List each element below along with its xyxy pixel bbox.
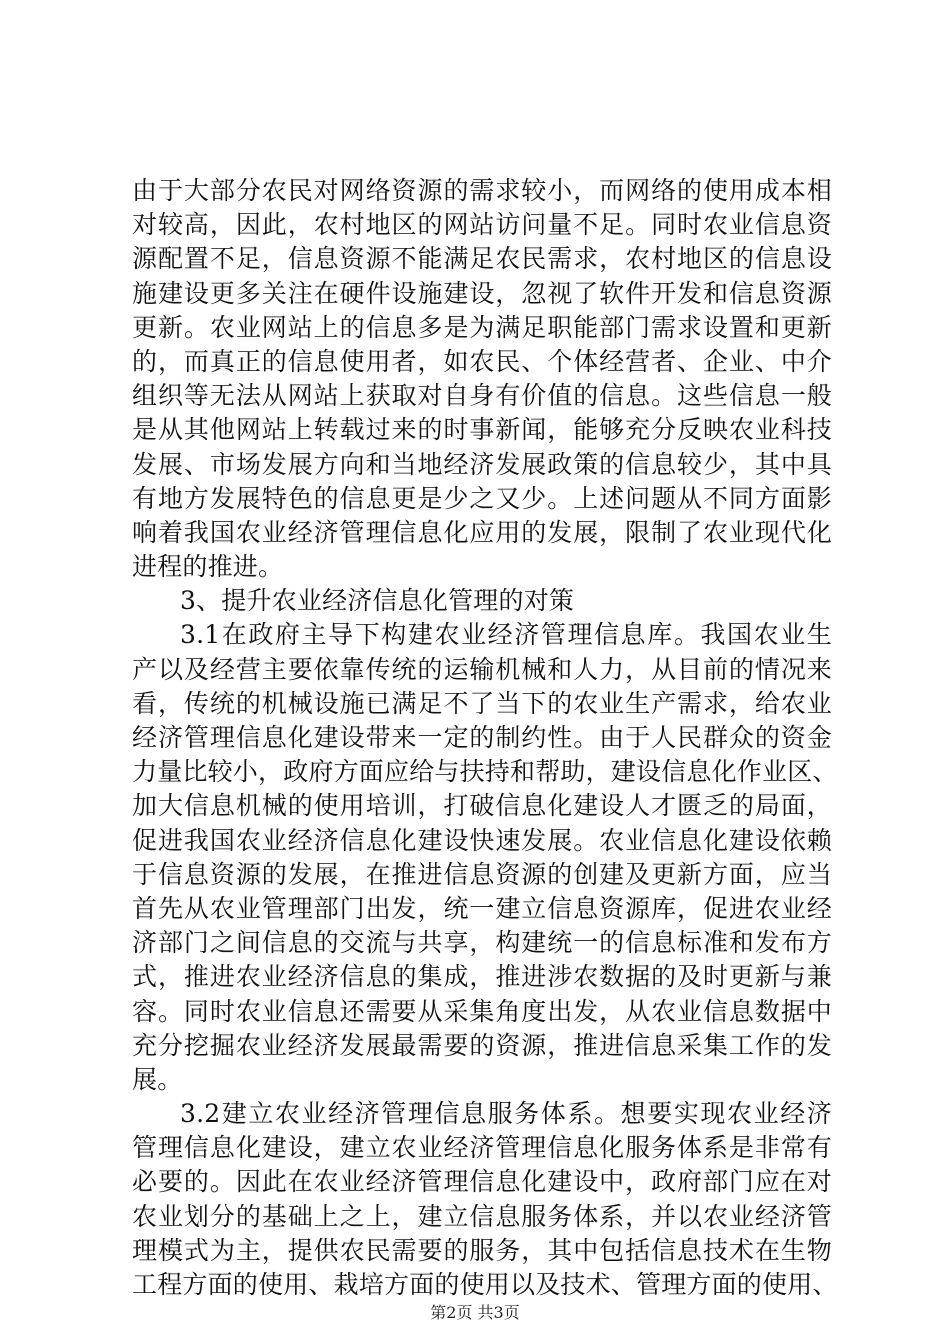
body-text-line: 看，传统的机械设施已满足不了当下的农业生产需求，给农业 <box>132 688 832 718</box>
body-text-line: 加大信息机械的使用培训，打破信息化建设人才匮乏的局面， <box>132 791 832 821</box>
body-text-line: 施建设更多关注在硬件设施建设，忽视了软件开发和信息资源 <box>132 278 832 308</box>
body-text-line: 农业划分的基础上之上，建立信息服务体系，并以农业经济管 <box>132 1201 832 1231</box>
body-text-line: 更新。农业网站上的信息多是为满足职能部门需求设置和更新 <box>132 312 832 342</box>
body-text-line: 式，推进农业经济信息的集成，推进涉农数据的及时更新与兼 <box>132 962 832 992</box>
body-text-line: 首先从农业管理部门出发，统一建立信息资源库，促进农业经 <box>132 893 832 923</box>
page-number: 第2页 共3页 <box>430 1303 520 1322</box>
body-text-line: 3.1在政府主导下构建农业经济管理信息库。我国农业生 <box>180 620 832 650</box>
body-text-line: 源配置不足，信息资源不能满足农民需求，农村地区的信息设 <box>132 244 832 274</box>
body-text-line: 有地方发展特色的信息更是少之又少。上述问题从不同方面影 <box>132 483 832 513</box>
body-text-line: 由于大部分农民对网络资源的需求较小，而网络的使用成本相 <box>132 176 832 205</box>
body-text-line: 3、提升农业经济信息化管理的对策 <box>180 586 575 616</box>
body-text-line: 对较高，因此，农村地区的网站访问量不足。同时农业信息资 <box>132 210 832 240</box>
body-text-line: 于信息资源的发展，在推进信息资源的创建及更新方面，应当 <box>132 859 832 889</box>
body-text-line: 力量比较小，政府方面应给与扶持和帮助，建设信息化作业区、 <box>132 757 838 787</box>
body-text-line: 产以及经营主要依靠传统的运输机械和人力，从目前的情况来 <box>132 654 832 684</box>
body-text-line: 是从其他网站上转载过来的时事新闻，能够充分反映农业科技 <box>132 415 832 445</box>
body-text-line: 发展、市场发展方向和当地经济发展政策的信息较少，其中具 <box>132 449 832 479</box>
body-text-line: 的，而真正的信息使用者，如农民、个体经营者、企业、中介 <box>132 346 832 376</box>
body-text-line: 进程的推进。 <box>132 552 284 582</box>
body-text-line: 3.2建立农业经济管理信息服务体系。想要实现农业经济 <box>180 1099 832 1129</box>
body-text-line: 组织等无法从网站上获取对自身有价值的信息。这些信息一般 <box>132 381 832 411</box>
body-text-line: 展。 <box>132 1064 183 1094</box>
body-text-line: 工程方面的使用、栽培方面的使用以及技术、管理方面的使用、 <box>132 1270 838 1299</box>
body-text-line: 促进我国农业经济信息化建设快速发展。农业信息化建设依赖 <box>132 825 832 855</box>
body-text-line: 理模式为主，提供农民需要的服务，其中包括信息技术在生物 <box>132 1235 832 1265</box>
body-text-line: 容。同时农业信息还需要从采集角度出发，从农业信息数据中 <box>132 996 832 1026</box>
body-text-line: 管理信息化建设，建立农业经济管理信息化服务体系是非常有 <box>132 1133 832 1163</box>
body-text-line: 经济管理信息化建设带来一定的制约性。由于人民群众的资金 <box>132 723 832 752</box>
body-text-line: 济部门之间信息的交流与共享，构建统一的信息标准和发布方 <box>132 928 832 958</box>
body-text-line: 必要的。因此在农业经济管理信息化建设中，政府部门应在对 <box>132 1167 832 1197</box>
body-text-line: 响着我国农业经济管理信息化应用的发展，限制了农业现代化 <box>132 517 832 547</box>
document-body <box>132 174 838 1302</box>
body-text-line: 充分挖掘农业经济发展最需要的资源，推进信息采集工作的发 <box>132 1030 832 1060</box>
